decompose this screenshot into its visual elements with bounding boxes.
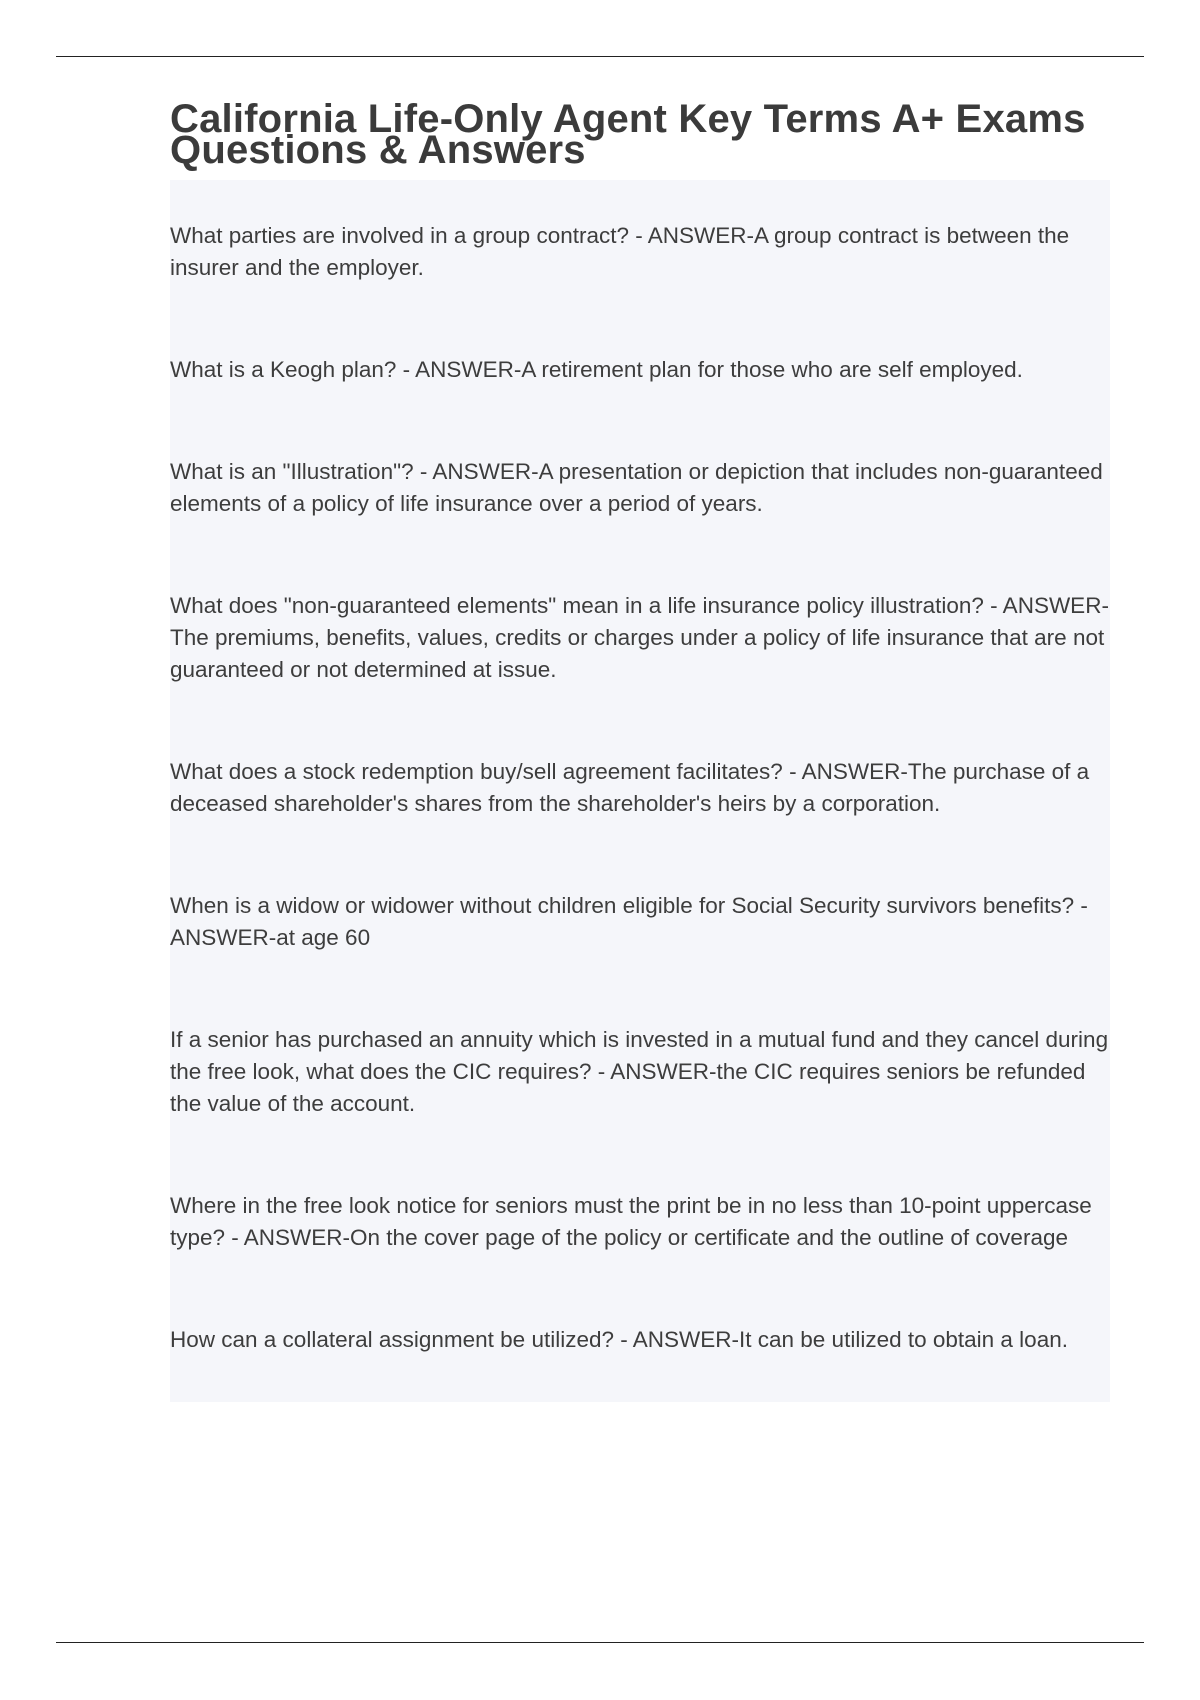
document-title: California Life-Only Agent Key Terms A+ Exams Questions & Answers xyxy=(170,104,1110,180)
qa-item: When is a widow or widower without children eligible for Social Security survivors benefits? - ANSWER-at age 60 xyxy=(170,893,1088,950)
qa-item: Where in the free look notice for seniors must the print be in no less than 10-point uppercase type? - ANSWER-On the cover page of the policy or certificate and the outline of coverage xyxy=(170,1193,1092,1250)
qa-item: What is a Keogh plan? - ANSWER-A retirement plan for those who are self employed. xyxy=(170,357,1023,382)
qa-list xyxy=(170,220,1110,1356)
document-body xyxy=(170,97,1110,1402)
qa-item: If a senior has purchased an annuity which is invested in a mutual fund and they cancel during the free look, what does the CIC requires? - ANSWER-the CIC requires seniors be refunded the value of the account. xyxy=(170,1027,1109,1116)
qa-item: What is an "Illustration"? - ANSWER-A presentation or depiction that includes non-guaranteed elements of a policy of life insurance over a period of years. xyxy=(170,459,1103,516)
page-bottom-rule xyxy=(56,1642,1144,1643)
qa-item: How can a collateral assignment be utilized? - ANSWER-It can be utilized to obtain a loan. xyxy=(170,1327,1068,1352)
qa-item: What does a stock redemption buy/sell agreement facilitates? - ANSWER-The purchase of a deceased shareholder's shares from the shareholder's heirs by a corporation. xyxy=(170,759,1090,816)
page-top-rule xyxy=(56,56,1144,57)
qa-item: What does "non-guaranteed elements" mean in a life insurance policy illustration? - ANSWER-The premiums, benefits, values, credits or charges under a policy of life insurance that are not guaranteed or not determined at issue. xyxy=(170,593,1109,682)
qa-item: What parties are involved in a group contract? - ANSWER-A group contract is between the insurer and the employer. xyxy=(170,223,1070,280)
